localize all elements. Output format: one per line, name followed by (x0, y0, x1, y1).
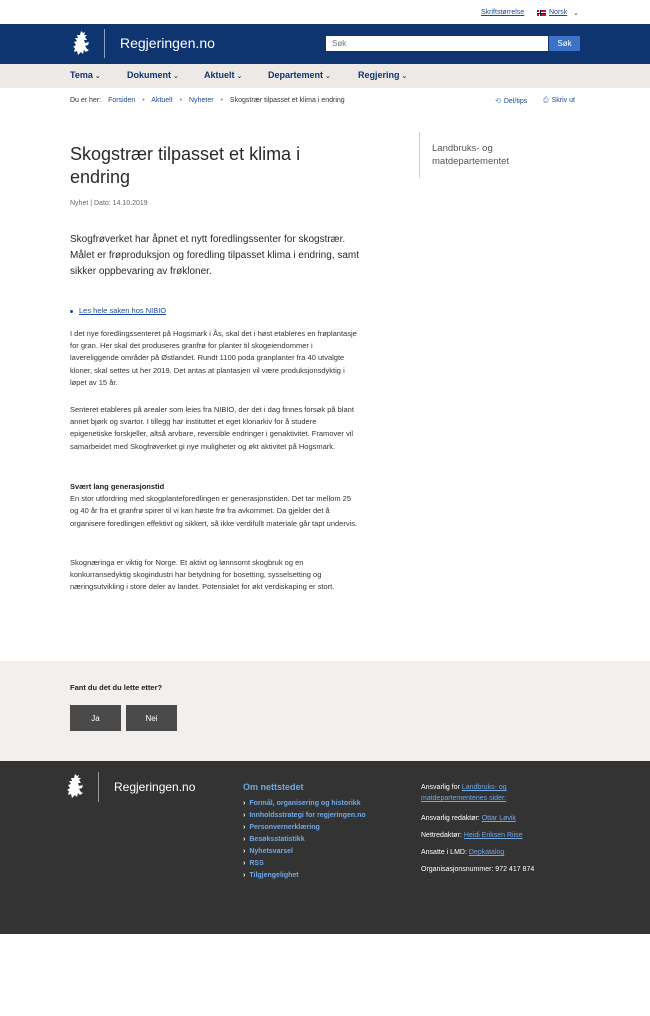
chevron-down-icon: ⌄ (325, 73, 331, 80)
responsible-link[interactable]: Landbruks- og matdepartementenes sider: (421, 784, 507, 802)
article-paragraph: Skognæringa er viktig for Norge. Et aktivt og lønnsomt skogbruk og en konkurransedyktig skogindustri har betydning for bosetting, sysselsetting og næringsutvikling i store deler av landet. Potensialet for økt verdiskaping er stort. (70, 558, 335, 592)
footer-link[interactable] (243, 848, 293, 855)
chevron-right-icon: › (243, 824, 246, 831)
nav-item-departement[interactable] (268, 70, 331, 80)
footer-employees (421, 847, 571, 858)
chevron-down-icon: ⌄ (236, 73, 243, 80)
responsible-label: Ansvarlig for (421, 784, 460, 791)
printer-icon: ⎙ (543, 97, 549, 104)
no-button[interactable]: Nei (126, 705, 177, 731)
article-meta: Nyhet | Dato: 14.10.2019 (70, 200, 148, 207)
breadcrumb-separator: • (142, 97, 145, 104)
chevron-down-icon: ⌄ (94, 73, 101, 80)
employees-label: Ansatte i LMD: (421, 849, 467, 856)
chevron-right-icon: › (243, 800, 246, 807)
print-button[interactable] (543, 97, 575, 105)
article-lead: Skogfrøverket har åpnet et nytt foredlingssenter for skogstrær. Målet er frøproduksjon og foredling tilpasset klima i endring, samt sikker oppbevaring av frøkloner. (70, 234, 360, 277)
footer-link[interactable] (243, 860, 264, 867)
footer-editor (421, 813, 571, 824)
footer-link[interactable] (243, 824, 320, 831)
main-nav (0, 64, 650, 88)
breadcrumb-current: Skogstrær tilpasset et klima i endring (229, 97, 345, 104)
share-label: Del/tips (503, 98, 528, 105)
yes-button[interactable]: Ja (70, 705, 121, 731)
breadcrumb-separator: • (220, 97, 223, 104)
article-paragraph: I det nye foredlingssenteret på Hogsmark i Ås, skal det i høst etableres en frøplantasje for gran. Her skal det produseres granfrø for planter til skogeiendommer i lavereliggende områder på Østlandet. Rundt 1100 poda granplanter fra 40 utvalgte kloner, skal settes ut her 2019. Det antas at plantasjen vil være produksjonsdyktig i løpet av 15 år. (70, 329, 357, 387)
department-sidebar (419, 132, 569, 178)
nav-label: Tema (70, 70, 93, 80)
chevron-right-icon: › (243, 860, 246, 867)
nav-item-tema[interactable] (70, 70, 101, 80)
footer-link[interactable] (243, 800, 361, 807)
footer-web-editor (421, 830, 571, 841)
footer-link-label: Formål, organisering og historikk (249, 800, 361, 807)
footer-link-label: RSS (249, 860, 264, 867)
nibio-link[interactable]: Les hele saken hos NIBIO (79, 306, 167, 315)
article-paragraph: Senteret etableres på arealer som leies fra NIBIO, der det i dag finnes forsøk på blant annet bjørk og svartor. I tillegg har instituttet et eget klonarkiv for å studere epigenetiske forskjeller, altså arvbare, reversible endringer i genaktivitet. Framover vil samarbeidet med Skogfrøverket gi nye muligheter og økt aktivitet på Hogsmark. (70, 405, 354, 451)
article-paragraph: En stor utfordring med skogplanteforedlingen er generasjonstiden. Det tar mellom 25 og 40 år fra et granfrø spirer til vi kan høste frø fra avkommet. Da gjelder det å organisere foredlingen effektivt og sikkert, så ikke verdifullt materiale går tapt undervis. (70, 494, 358, 528)
editor-label: Ansvarlig redaktør: (421, 815, 480, 822)
coat-of-arms-lion-icon[interactable] (64, 773, 86, 799)
nav-item-dokument[interactable] (127, 70, 179, 80)
web-editor-link[interactable]: Heidi Eriksen Riise (463, 832, 523, 839)
article-subheading: Svært lang generasjonstid (70, 482, 165, 491)
breadcrumb-separator: • (179, 97, 183, 104)
site-footer (0, 761, 650, 934)
site-header (0, 24, 650, 64)
web-editor-label: Nettredaktør: (421, 832, 462, 839)
utility-bar (0, 0, 650, 24)
header-divider (104, 29, 105, 58)
font-size-link[interactable]: Skriftstørrelse (481, 9, 525, 16)
footer-link[interactable] (243, 836, 305, 843)
breadcrumb-link[interactable]: Nyheter (189, 97, 214, 104)
print-label: Skriv ut (551, 97, 575, 104)
chevron-right-icon: › (243, 848, 246, 855)
department-link[interactable]: Landbruks- og matdepartementet (432, 143, 510, 167)
chevron-right-icon: › (243, 836, 246, 843)
share-icon: ⟲ (495, 98, 501, 105)
coat-of-arms-lion-icon[interactable] (70, 30, 92, 56)
footer-link[interactable] (243, 872, 299, 879)
chevron-right-icon: › (243, 812, 246, 819)
chevron-right-icon: › (243, 872, 246, 879)
feedback-question: Fant du det du lette etter? (70, 683, 163, 692)
nav-label: Aktuelt (204, 70, 235, 80)
breadcrumb-link[interactable]: Aktuelt (151, 97, 173, 104)
footer-responsible (421, 782, 571, 804)
breadcrumb (70, 97, 345, 104)
norwegian-flag-icon (537, 10, 546, 16)
list-item (70, 306, 166, 315)
bullet-icon (70, 310, 73, 313)
nav-label: Regjering (358, 70, 400, 80)
share-button[interactable] (495, 97, 527, 105)
nav-label: Dokument (127, 70, 172, 80)
page-title: Skogstrær tilpasset et klima i endring (70, 144, 301, 187)
footer-org-number: Organisasjonsnummer: 972 417 874 (421, 866, 535, 873)
footer-link-label: Innholdsstrategi for regjeringen.no (249, 812, 366, 819)
footer-site-title[interactable]: Regjeringen.no (114, 780, 196, 794)
nav-item-aktuelt[interactable] (204, 70, 242, 80)
editor-link[interactable]: Ottar Løvik (481, 815, 516, 822)
article-section (70, 481, 360, 530)
language-selector[interactable]: Norsk (549, 9, 568, 16)
footer-link-label: Nyhetsvarsel (249, 848, 293, 855)
footer-link[interactable] (243, 812, 366, 819)
footer-link-label: Personvernerklæring (249, 824, 320, 831)
nav-item-regjering[interactable] (358, 70, 407, 80)
employees-link[interactable]: Depkatalog (468, 849, 505, 856)
nav-label: Departement (268, 70, 324, 80)
feedback-section (0, 661, 650, 761)
footer-link-label: Besøksstatistikk (249, 836, 305, 843)
search-button[interactable]: Søk (549, 36, 580, 51)
breadcrumb-prefix: Du er her: (70, 97, 102, 104)
footer-about-heading: Om nettstedet (243, 782, 304, 792)
site-title[interactable]: Regjeringen.no (120, 35, 215, 51)
chevron-down-icon: ⌄ (173, 73, 179, 80)
search-input[interactable] (326, 36, 548, 51)
footer-link-label: Tilgjengelighet (249, 872, 299, 879)
chevron-down-icon[interactable]: ⌄ (573, 10, 579, 17)
breadcrumb-link[interactable]: Forsiden (108, 97, 136, 104)
footer-divider (98, 772, 99, 802)
chevron-down-icon: ⌄ (401, 73, 408, 80)
